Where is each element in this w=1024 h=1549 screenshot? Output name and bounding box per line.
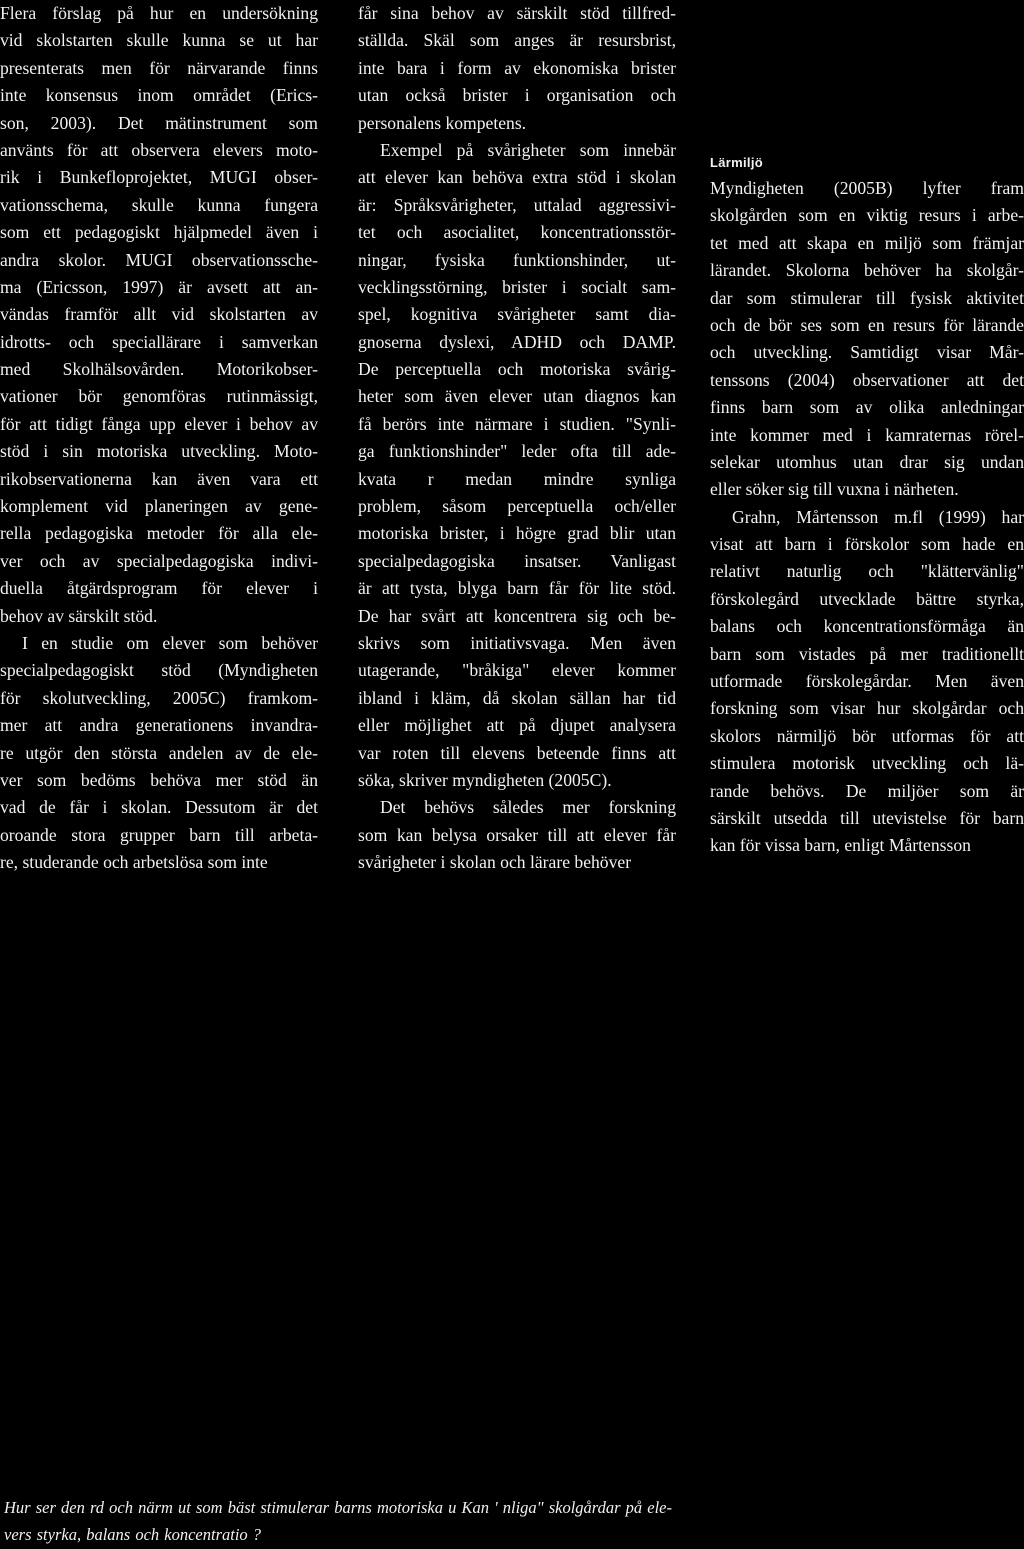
text-line: tet med att skapa en miljö som främjar xyxy=(710,232,1024,253)
text-line: Myndigheten (2005B) lyfter fram xyxy=(710,178,1024,198)
text-line: De perceptuella och motoriska svårig- xyxy=(358,359,676,380)
text-line: De har svårt att koncentrera sig och be- xyxy=(358,605,676,626)
text-line: vecklingsstörning, brister i socialt sam- xyxy=(358,276,676,297)
section-heading: Lärmiljö xyxy=(710,155,763,170)
text-line: inte kommer med i kamraternas rörel- xyxy=(710,424,1024,445)
text-line: eller möjlighet att på djupet analysera xyxy=(358,715,676,736)
text-line: stimulera motorisk utveckling och lä- xyxy=(710,753,1024,774)
caption-line: Hur ser den rd och närm ut som bäst stimulerar barns motoriska u Kan ' nliga" skolgårdar på ele- xyxy=(4,1498,672,1517)
text-line: inte konsensus inom området (Erics- xyxy=(0,85,318,106)
text-line: Flera förslag på hur en undersökning xyxy=(0,3,318,23)
text-line: skolors närmiljö bör utformas för att xyxy=(710,725,1024,746)
paragraph xyxy=(710,504,1024,860)
text-line: att elever kan behöva extra stöd i skolan xyxy=(358,167,676,188)
text-line: kvata r medan mindre synliga xyxy=(358,468,676,489)
text-line: för att tidigt fånga upp elever i behov av xyxy=(0,413,318,434)
text-line: re utgör den största andelen av de ele- xyxy=(0,742,318,763)
text-line: ibland i kläm, då skolan sällan har tid xyxy=(358,687,676,708)
text-line: behov av särskilt stöd. xyxy=(0,605,158,626)
text-line: ma (Ericsson, 1997) är avsett att an- xyxy=(0,276,318,297)
text-line: barn som vistades på mer traditionellt xyxy=(710,643,1024,664)
text-line: söka, skriver myndigheten (2005C). xyxy=(358,769,612,790)
text-line: forskning som visar hur skolgårdar och xyxy=(710,698,1024,719)
text-line: ningar, fysiska funktionshinder, ut- xyxy=(358,249,676,270)
text-line: vationsschema, skulle kunna fungera xyxy=(0,194,318,215)
text-line: ga funktionshinder" leder ofta till ade- xyxy=(358,441,676,462)
text-line: heter som även elever utan diagnos kan xyxy=(358,386,676,407)
text-line: var roten till elevens beteende finns att xyxy=(358,742,676,763)
text-line: lärandet. Skolorna behöver ha skolgår- xyxy=(710,260,1024,281)
text-line: specialpedagogiska insatser. Vanligast xyxy=(358,550,676,571)
text-line: och utveckling. Samtidigt visar Mår- xyxy=(710,342,1024,363)
text-line: utagerande, "bråkiga" elever kommer xyxy=(358,660,676,681)
text-line: balans och koncentrationsförmåga än xyxy=(710,616,1024,637)
text-line: inte bara i form av ekonomiska brister xyxy=(358,57,676,78)
text-line: och de bör ses som en resurs för lärande xyxy=(710,314,1024,335)
text-line: vad de får i skolan. Dessutom är det xyxy=(0,797,318,818)
text-line: idrotts- och speciallärare i samverkan xyxy=(0,331,318,352)
text-line: ver och av specialpedagogiska indivi- xyxy=(0,550,318,571)
text-line: motoriska brister, i högre grad blir utan xyxy=(358,523,676,544)
text-line: presenterats men för närvarande finns xyxy=(0,57,318,78)
text-line: I en studie om elever som behöver xyxy=(22,632,318,653)
text-line: Det behövs således mer forskning xyxy=(380,797,676,818)
text-line: är att tysta, blyga barn får för lite stöd. xyxy=(358,578,676,599)
text-line: son, 2003). Det mätinstrument som xyxy=(0,112,318,133)
text-line: få berörs inte närmare i studien. "Synli- xyxy=(358,413,676,434)
text-line: tenssons (2004) observationer att det xyxy=(710,369,1024,390)
text-line: stöd i sin motoriska utveckling. Moto- xyxy=(0,441,318,462)
text-line: är: Språksvårigheter, uttalad aggressivi- xyxy=(358,194,676,215)
text-line: vationer bör genomföras rutinmässigt, xyxy=(0,386,318,407)
text-line: vändas framför allt vid skolstarten av xyxy=(0,304,318,325)
text-line: med Skolhälsovården. Motorikobser- xyxy=(0,359,318,380)
text-line: finns barn som av olika anledningar xyxy=(710,397,1024,418)
text-line: utan också brister i organisation och xyxy=(358,85,676,106)
text-line: ver som bedöms behöva mer stöd än xyxy=(0,769,318,790)
text-line: rande behövs. De miljöer som är xyxy=(710,780,1024,801)
text-line: rik i Bunkefloprojektet, MUGI obser- xyxy=(0,167,318,188)
text-line: Exempel på svårigheter som innebär xyxy=(380,139,676,160)
text-line: skrivs som initiativsvaga. Men även xyxy=(358,632,676,653)
text-line: specialpedagogiskt stöd (Myndigheten xyxy=(0,660,318,681)
text-line: mer att andra generationens invandra- xyxy=(0,715,318,736)
text-line: eller söker sig till vuxna i närheten. xyxy=(710,479,959,500)
text-line: problem, såsom perceptuella och/eller xyxy=(358,496,676,517)
text-line: gnoserna dyslexi, ADHD och DAMP. xyxy=(358,331,676,352)
text-line: dar som stimulerar till fysisk aktivitet xyxy=(710,287,1024,308)
text-line: rikobservationerna kan även vara ett xyxy=(0,468,318,489)
text-line: svårigheter i skolan och lärare behöver xyxy=(358,852,632,873)
text-line: duella åtgärdsprogram för elever i xyxy=(0,578,318,599)
text-line: vid skolstarten skulle kunna se ut har xyxy=(0,30,318,51)
text-line: visat att barn i förskolor som hade en xyxy=(710,534,1024,555)
text-line: som kan belysa orsaker till att elever får xyxy=(358,824,676,845)
text-line: Grahn, Mårtensson m.fl (1999) har xyxy=(732,506,1024,527)
text-column-2 xyxy=(358,0,676,877)
text-line: för skolutveckling, 2005C) framkom- xyxy=(0,687,318,708)
text-line: ställda. Skäl som anges är resursbrist, xyxy=(358,30,676,51)
text-line: selekar utomhus utan drar sig undan xyxy=(710,451,1024,472)
bottom-caption xyxy=(4,1494,1014,1549)
text-line: får sina behov av särskilt stöd tillfred- xyxy=(358,3,676,23)
text-line: re, studerande och arbetslösa som inte xyxy=(0,852,268,873)
text-line: relativt naturlig och "klättervänlig" xyxy=(710,561,1024,582)
text-line: använts för att observera elevers moto- xyxy=(0,139,318,160)
caption-line: vers styrka, balans och koncentratio ? xyxy=(4,1525,262,1545)
text-line: rella pedagogiska metoder för alla ele- xyxy=(0,523,318,544)
paragraph xyxy=(358,794,676,876)
text-column-1 xyxy=(0,0,318,877)
text-line: komplement vid planeringen av gene- xyxy=(0,496,318,517)
text-line: oroande stora grupper barn till arbeta- xyxy=(0,824,318,845)
text-line: skolgården som en viktig resurs i arbe- xyxy=(710,205,1024,226)
paragraph xyxy=(0,630,318,877)
text-line: tet och asocialitet, koncentrationsstör- xyxy=(358,222,676,243)
text-line: spel, kognitiva svårigheter samt dia- xyxy=(358,304,676,325)
text-line: som ett pedagogiskt hjälpmedel även i xyxy=(0,222,318,243)
text-line: utformade förskolegårdar. Men även xyxy=(710,671,1024,692)
text-line: personalens kompetens. xyxy=(358,112,527,133)
text-line: andra skolor. MUGI observationssche- xyxy=(0,249,318,270)
paragraph xyxy=(710,175,1024,504)
text-column-3 xyxy=(710,151,1024,860)
paragraph xyxy=(0,0,318,630)
text-line: särskilt utsedda till utevistelse för barn xyxy=(710,807,1024,828)
paragraph xyxy=(358,0,676,137)
text-line: kan för vissa barn, enligt Mårtensson xyxy=(710,835,971,856)
text-line: förskolegård utvecklade bättre styrka, xyxy=(710,588,1024,609)
paragraph xyxy=(358,137,676,794)
